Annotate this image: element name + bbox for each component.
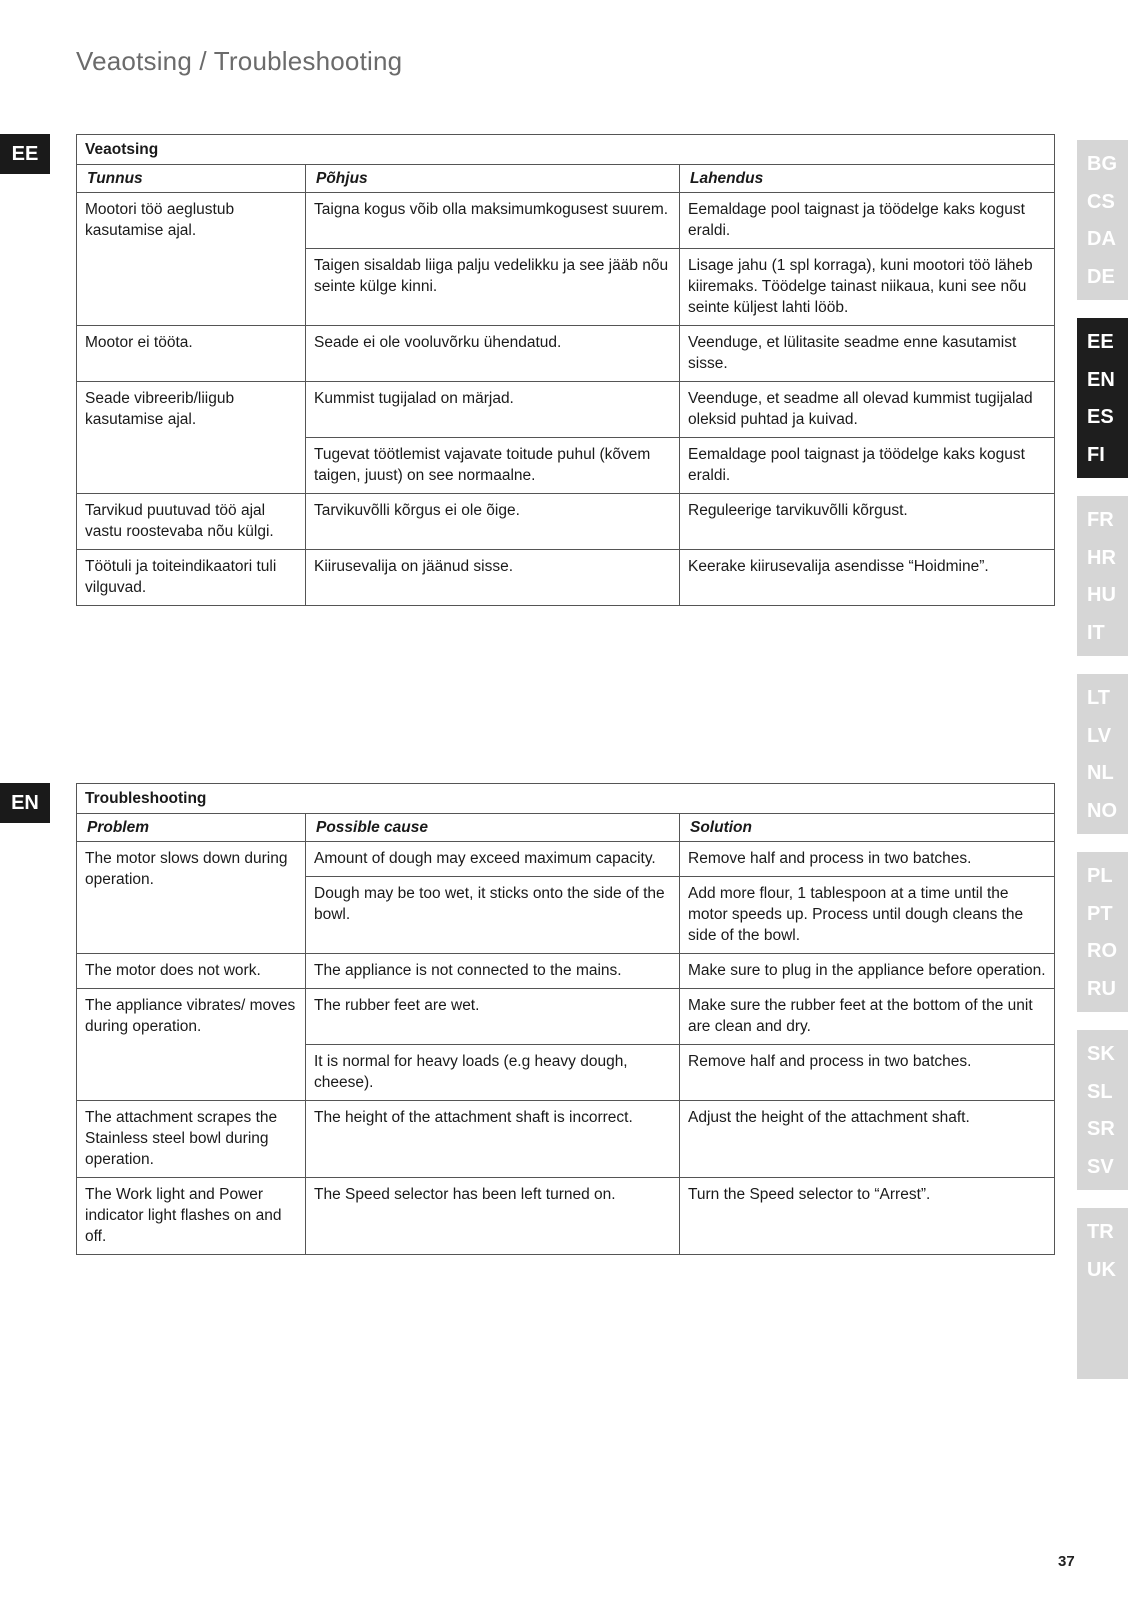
language-tab-sr[interactable]: SR <box>1087 1118 1115 1140</box>
solution-cell: Add more flour, 1 tablespoon at a time until the motor speeds up. Process until dough cleans the side of the bowl. <box>680 877 1055 954</box>
cause-cell: Seade ei ole vooluvõrku ühendatud. <box>306 326 680 382</box>
table-row <box>77 842 1055 877</box>
table-header-row <box>77 165 1055 193</box>
language-group-active <box>1077 318 1128 478</box>
page-title: Veaotsing / Troubleshooting <box>76 46 403 76</box>
language-index-sidebar <box>1077 140 1128 1397</box>
language-tab-tr[interactable]: TR <box>1087 1221 1114 1243</box>
table-title-row <box>77 784 1055 814</box>
language-tab-uk[interactable]: UK <box>1087 1258 1116 1281</box>
solution-cell: Reguleerige tarvikuvõlli kõrgust. <box>680 494 1055 550</box>
solution-cell: Turn the Speed selector to “Arrest”. <box>680 1178 1055 1255</box>
language-tab-cs[interactable]: CS <box>1087 190 1115 213</box>
language-tab-sk[interactable]: SK <box>1087 1043 1115 1065</box>
cause-cell: Amount of dough may exceed maximum capacity. <box>306 842 680 877</box>
language-tab-pt[interactable]: PT <box>1087 902 1113 925</box>
cause-cell: The height of the attachment shaft is incorrect. <box>306 1101 680 1178</box>
table-row <box>77 494 1055 550</box>
column-header-cause: Possible cause <box>306 814 680 842</box>
table-title-row <box>77 135 1055 165</box>
cause-cell: Kummist tugijalad on märjad. <box>306 382 680 438</box>
language-tab-da[interactable]: DA <box>1087 228 1116 250</box>
language-tab-en[interactable]: EN <box>1087 368 1115 391</box>
language-tab-pl[interactable]: PL <box>1087 865 1113 887</box>
language-group <box>1077 674 1128 834</box>
solution-cell: Veenduge, et lülitasite seadme enne kasutamist sisse. <box>680 326 1055 382</box>
language-tab-bg[interactable]: BG <box>1087 153 1117 175</box>
language-tab-lv[interactable]: LV <box>1087 724 1112 747</box>
language-group <box>1077 852 1128 1012</box>
cause-cell: It is normal for heavy loads (e.g heavy dough, cheese). <box>306 1045 680 1101</box>
table-row <box>77 382 1055 438</box>
cause-cell: The appliance is not connected to the mains. <box>306 954 680 989</box>
language-tab-fi[interactable]: FI <box>1087 443 1105 466</box>
problem-cell: The Work light and Power indicator light flashes on and off. <box>77 1178 306 1255</box>
table-row <box>77 550 1055 606</box>
language-tab-ee[interactable]: EE <box>1087 331 1114 353</box>
problem-cell: Mootori töö aeglustub kasutamise ajal. <box>77 193 306 326</box>
solution-cell: Make sure to plug in the appliance before operation. <box>680 954 1055 989</box>
column-header-solution: Lahendus <box>680 165 1055 193</box>
language-tab-ro[interactable]: RO <box>1087 940 1117 962</box>
language-tab-de[interactable]: DE <box>1087 265 1115 288</box>
language-tab-ru[interactable]: RU <box>1087 977 1116 1000</box>
solution-cell: Adjust the height of the attachment shaft. <box>680 1101 1055 1178</box>
cause-cell: Taigen sisaldab liiga palju vedelikku ja see jääb nõu seinte külge kinni. <box>306 249 680 326</box>
cause-cell: Kiirusevalija on jäänud sisse. <box>306 550 680 606</box>
solution-cell: Remove half and process in two batches. <box>680 1045 1055 1101</box>
problem-cell: Mootor ei tööta. <box>77 326 306 382</box>
language-tab-hu[interactable]: HU <box>1087 584 1116 606</box>
problem-cell: Töötuli ja toiteindikaatori tuli vilguvad. <box>77 550 306 606</box>
column-header-cause: Põhjus <box>306 165 680 193</box>
problem-cell: The motor slows down during operation. <box>77 842 306 954</box>
cause-cell: Taigna kogus võib olla maksimumkogusest suurem. <box>306 193 680 249</box>
page-number: 37 <box>1058 1553 1075 1570</box>
language-tab-sl[interactable]: SL <box>1087 1080 1113 1103</box>
cause-cell: The Speed selector has been left turned on. <box>306 1178 680 1255</box>
language-group <box>1077 140 1128 300</box>
solution-cell: Remove half and process in two batches. <box>680 842 1055 877</box>
solution-cell: Lisage jahu (1 spl korraga), kuni mootori töö läheb kiiremaks. Töödelge tainast niikaua, kuni see nõu seinte küljest lahti lööb. <box>680 249 1055 326</box>
table-row <box>77 989 1055 1045</box>
cause-cell: The rubber feet are wet. <box>306 989 680 1045</box>
solution-cell: Eemaldage pool taignast ja töödelge kaks kogust eraldi. <box>680 193 1055 249</box>
cause-cell: Tarvikuvõlli kõrgus ei ole õige. <box>306 494 680 550</box>
language-group <box>1077 496 1128 656</box>
language-tab-sv[interactable]: SV <box>1087 1155 1114 1178</box>
language-group <box>1077 1208 1128 1379</box>
solution-cell: Make sure the rubber feet at the bottom of the unit are clean and dry. <box>680 989 1055 1045</box>
language-tab-lt[interactable]: LT <box>1087 687 1110 709</box>
troubleshooting-table-en <box>76 783 1055 1255</box>
problem-cell: Seade vibreerib/liigub kasutamise ajal. <box>77 382 306 494</box>
solution-cell: Keerake kiirusevalija asendisse “Hoidmine”. <box>680 550 1055 606</box>
table-row <box>77 1178 1055 1255</box>
language-tab-no[interactable]: NO <box>1087 799 1117 822</box>
table-row <box>77 193 1055 249</box>
language-tab-hr[interactable]: HR <box>1087 546 1116 569</box>
table-row <box>77 954 1055 989</box>
table-header-row <box>77 814 1055 842</box>
solution-cell: Veenduge, et seadme all olevad kummist tugijalad oleksid puhtad ja kuivad. <box>680 382 1055 438</box>
language-tab-it[interactable]: IT <box>1087 621 1105 644</box>
problem-cell: The appliance vibrates/ moves during operation. <box>77 989 306 1101</box>
problem-cell: The attachment scrapes the Stainless steel bowl during operation. <box>77 1101 306 1178</box>
column-header-problem: Problem <box>77 814 306 842</box>
table-title: Veaotsing <box>77 135 1055 165</box>
language-tab-es[interactable]: ES <box>1087 406 1114 428</box>
language-tab-nl[interactable]: NL <box>1087 762 1114 784</box>
column-header-problem: Tunnus <box>77 165 306 193</box>
solution-cell: Eemaldage pool taignast ja töödelge kaks kogust eraldi. <box>680 438 1055 494</box>
cause-cell: Tugevat töötlemist vajavate toitude puhul (kõvem taigen, juust) on see normaalne. <box>306 438 680 494</box>
problem-cell: Tarvikud puutuvad töö ajal vastu roostevaba nõu külgi. <box>77 494 306 550</box>
language-tab-fr[interactable]: FR <box>1087 509 1114 531</box>
table-row <box>77 1101 1055 1178</box>
language-marker-ee: EE <box>0 134 50 174</box>
problem-cell: The motor does not work. <box>77 954 306 989</box>
troubleshooting-table-ee <box>76 134 1055 606</box>
language-group <box>1077 1030 1128 1190</box>
cause-cell: Dough may be too wet, it sticks onto the side of the bowl. <box>306 877 680 954</box>
column-header-solution: Solution <box>680 814 1055 842</box>
table-title: Troubleshooting <box>77 784 1055 814</box>
table-row <box>77 326 1055 382</box>
language-marker-en: EN <box>0 783 50 823</box>
